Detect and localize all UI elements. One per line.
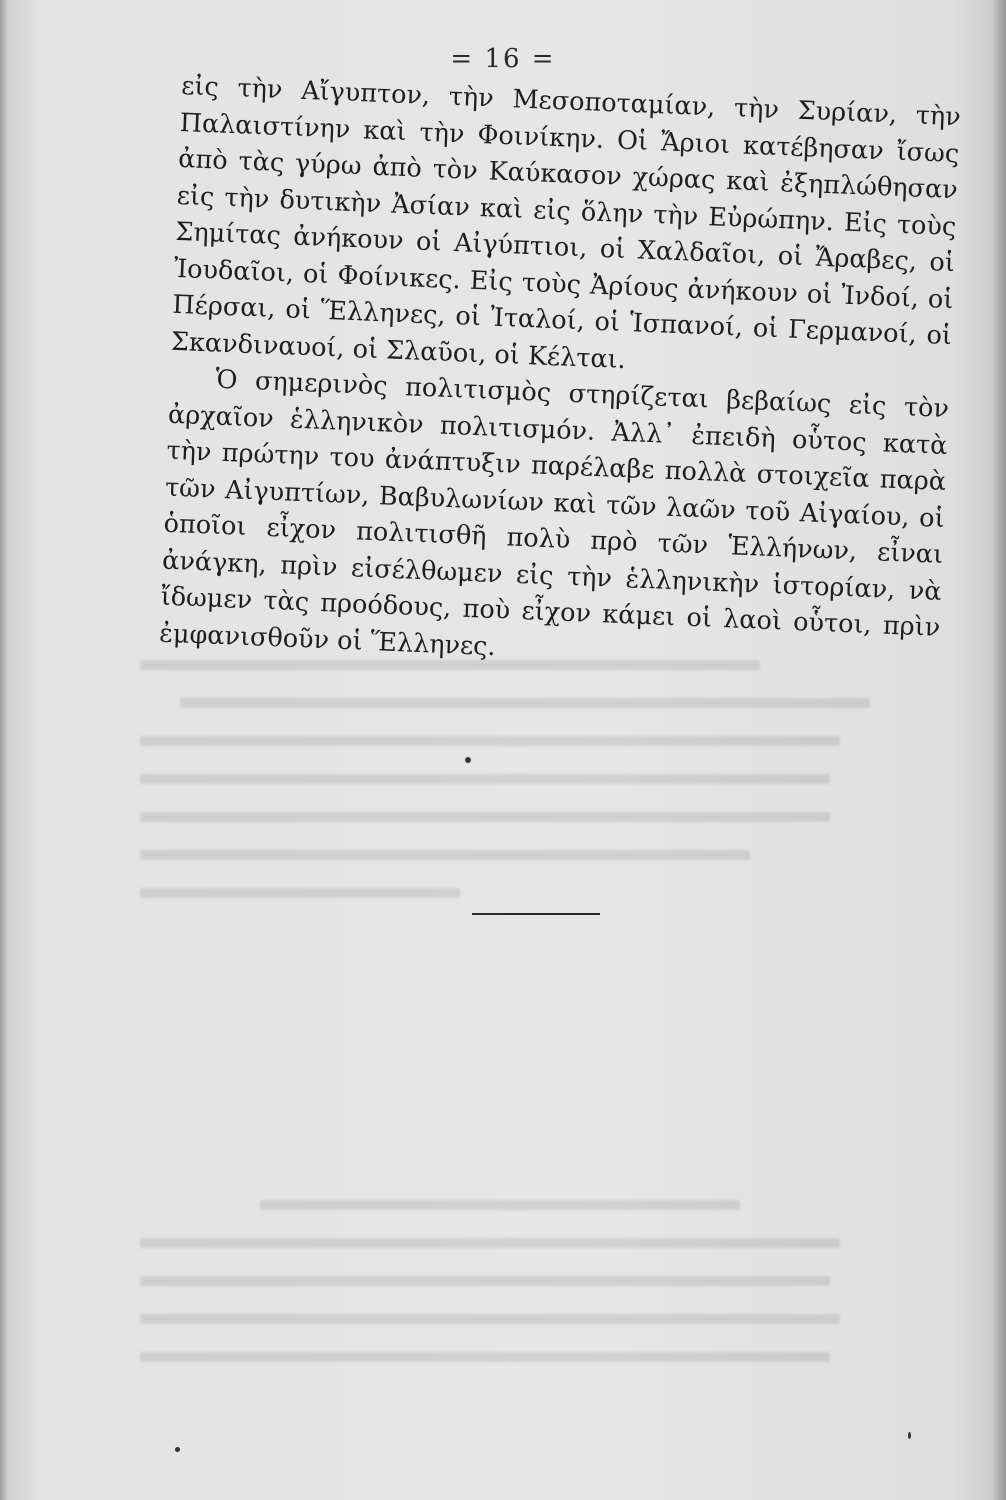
ink-speck [175,1447,180,1452]
paragraph-1: εἰς τὴν Αἴγυπτον, τὴν Μεσοποταμίαν, τὴν Συρίαν, τὴν Παλαιστίνην καὶ τὴν Φοινίκην. Οἱ Ἄριοι κατέβησαν ἴσως ἀπὸ τὰς γύρω ἀπὸ τὸν Καύκασον χώρας καὶ ἐξηπλώθησαν εἰς τὴν δυτικὴν Ἀσίαν καὶ εἰς ὅλην τὴν Εὐρώπην. Εἰς τοὺς Σημίτας ἀνήκουν οἱ Αἰγύπτιοι, οἱ Χαλδαῖοι, οἱ Ἄραβες, οἱ Ἰουδαῖοι, οἱ Φοίνικες. Εἰς τοὺς Ἀρίους ἀνήκουν οἱ Ἰνδοί, οἱ Πέρσαι, οἱ Ἕλληνες, οἱ Ἰταλοί, οἱ Ἱσπανοί, οἱ Γερμανοί, οἱ Σκανδιναυοί, οἱ Σλαῦοι, οἱ Κέλται. [170,70,962,375]
section-divider-rule [472,913,600,915]
bleed-through-text [140,640,900,1400]
page-edge-shadow [992,0,1006,1500]
body-text [159,68,962,683]
paragraph-2: Ὁ σημερινὸς πολιτισμὸς στηρίζεται βεβαίως εἰς τὸν ἀρχαῖον ἑλληνικὸν πολιτισμόν. Ἀλλ᾿ ἐπειδὴ οὗτος κατὰ τὴν πρώτην του ἀνάπτυξιν παρέλαβε πολλὰ στοιχεῖα παρὰ τῶν Αἰγυπτίων, Βαβυλωνίων καὶ τῶν λαῶν τοῦ Αἰγαίου, οἱ ὁποῖοι εἶχον πολιτισθῆ πολὺ πρὸ τῶν Ἑλλήνων, εἶναι ἀνάγκη, πρὶν εἰσέλθωμεν εἰς τὴν ἑλληνικὴν ἱστορίαν, νὰ ἴδωμεν τὰς προόδους, ποὺ εἶχον κάμει οἱ λαοὶ οὗτοι, πρὶν ἐμφανισθοῦν οἱ Ἕλληνες. [158,364,950,662]
ink-speck [465,757,471,763]
ink-speck [908,1432,911,1439]
page-number: = 16 = [450,44,556,74]
